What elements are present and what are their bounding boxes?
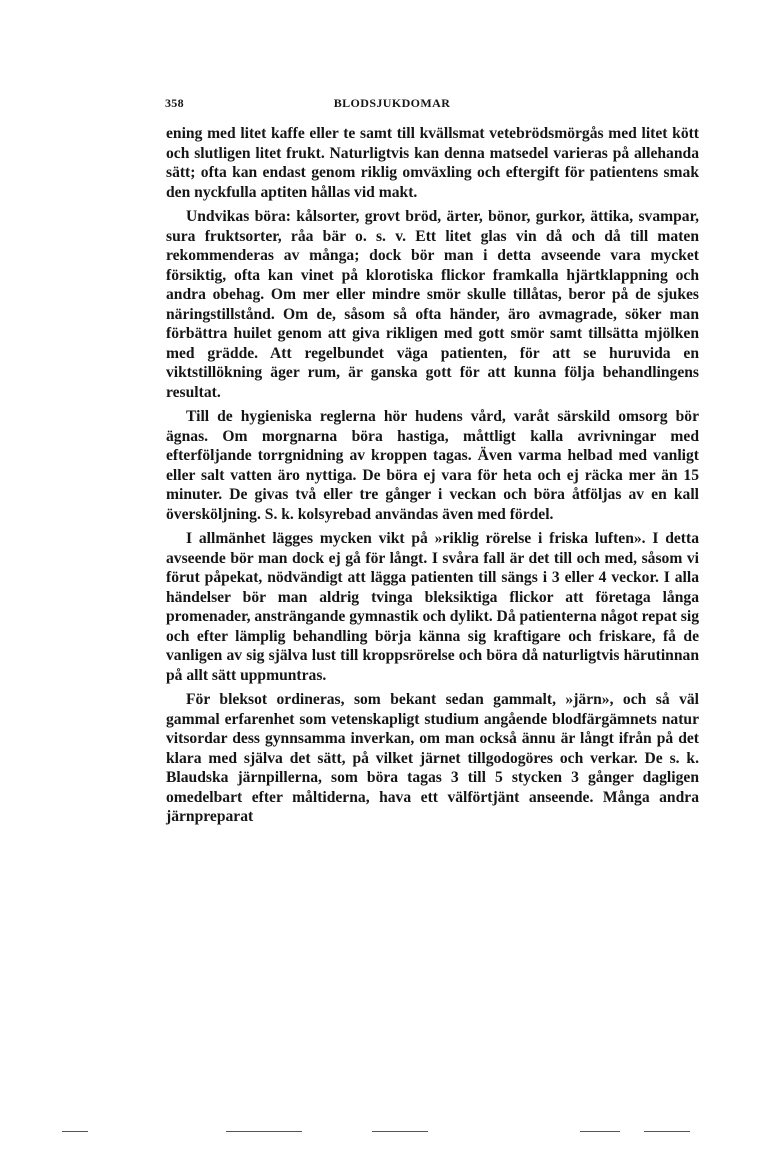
paragraph-1: ening med litet kaffe eller te samt till kvällsmat vetebrödsmörgås med litet kött och slutligen litet frukt. Naturligtvis kan denna matsedel varieras på allehanda sätt; ofta kan endast genom riklig omväxling och eftergift för patientens smak den nyckfulla aptiten hållas vid makt.: [166, 125, 699, 201]
page-number: 358: [165, 96, 184, 110]
paragraph-2: Undvikas böra: kålsorter, grovt bröd, ärter, bönor, gurkor, ättika, svampar, sura fruktsorter, råa bär o. s. v. Ett litet glas vin då och då till maten rekommenderas av många; dock bör man i detta avseende vara mycket försiktig, ofta kan vinet på klorotiska flickor framkalla hjärtklappning och andra obehag. Om mer eller mindre smör skulle tillåtas, beror på de sjukes näringstillstånd. Om de, såsom så ofta händer, äro avmagrade, söker man förbättra huilet genom att giva rikligen med gott smör samt tillsätta mjölken med grädde. Att regelbundet väga patienten, för att se huruvida en viktstillökning äger rum, är ganska gott för att kunna följa behandlingens resultat.: [166, 208, 699, 401]
scan-artifact-rule: [580, 1131, 620, 1132]
scan-artifact-rule: [226, 1131, 302, 1132]
paragraph-4: I allmänhet lägges mycken vikt på »riklig rörelse i friska luften». I detta avseende bör man dock ej gå för långt. I svåra fall är det till och med, såsom vi förut påpekat, nödvändigt att lägga patienten till sängs i 3 eller 4 veckor. I alla händelser bör man aldrig tvinga bleksiktiga flickor att företaga långa promenader, ansträngande gymnastik och dylikt. Då patienterna något repat sig och efter lämplig behandling börja känna sig kraftigare och friskare, få de vanligen av sig själva lust till kroppsrörelse och böra då naturligtvis härutinnan på allt sätt uppmuntras.: [166, 530, 699, 684]
scan-artifact-rule: [62, 1131, 88, 1132]
paragraph-3: Till de hygieniska reglerna hör hudens vård, varåt särskild omsorg bör ägnas. Om morgnarna böra hastiga, måttligt kalla avrivningar med efterföljande torrgnidning av kroppen tagas. Även varma helbad med vanligt eller salt vatten äro nyttiga. De böra ej vara för heta och ej räcka mer än 15 minuter. De givas två eller tre gånger i veckan och böra åtföljas av en kall översköljning. S. k. kolsyrebad användas även med fördel.: [166, 408, 699, 523]
body-text: [166, 124, 699, 827]
scan-artifact-rule: [372, 1131, 428, 1132]
running-title: BLODSJUKDOMAR: [333, 96, 451, 110]
paragraph-5: För bleksot ordineras, som bekant sedan gammalt, »järn», och så väl gammal erfarenhet som vetenskapligt studium angående blodfärgämnets natur vitsordar dess gynnsamma inverkan, om man också ännu är långt ifrån på det klara med själva det sätt, på vilket järnet tillgodogöres och verkar. De s. k. Blaudska järnpillerna, som böra tagas 3 till 5 stycken 3 gånger dagligen omedelbart efter måltiderna, hava ett välförtjänt anseende. Många andra järnpreparat: [166, 691, 699, 825]
scan-artifact-rule: [644, 1131, 690, 1132]
